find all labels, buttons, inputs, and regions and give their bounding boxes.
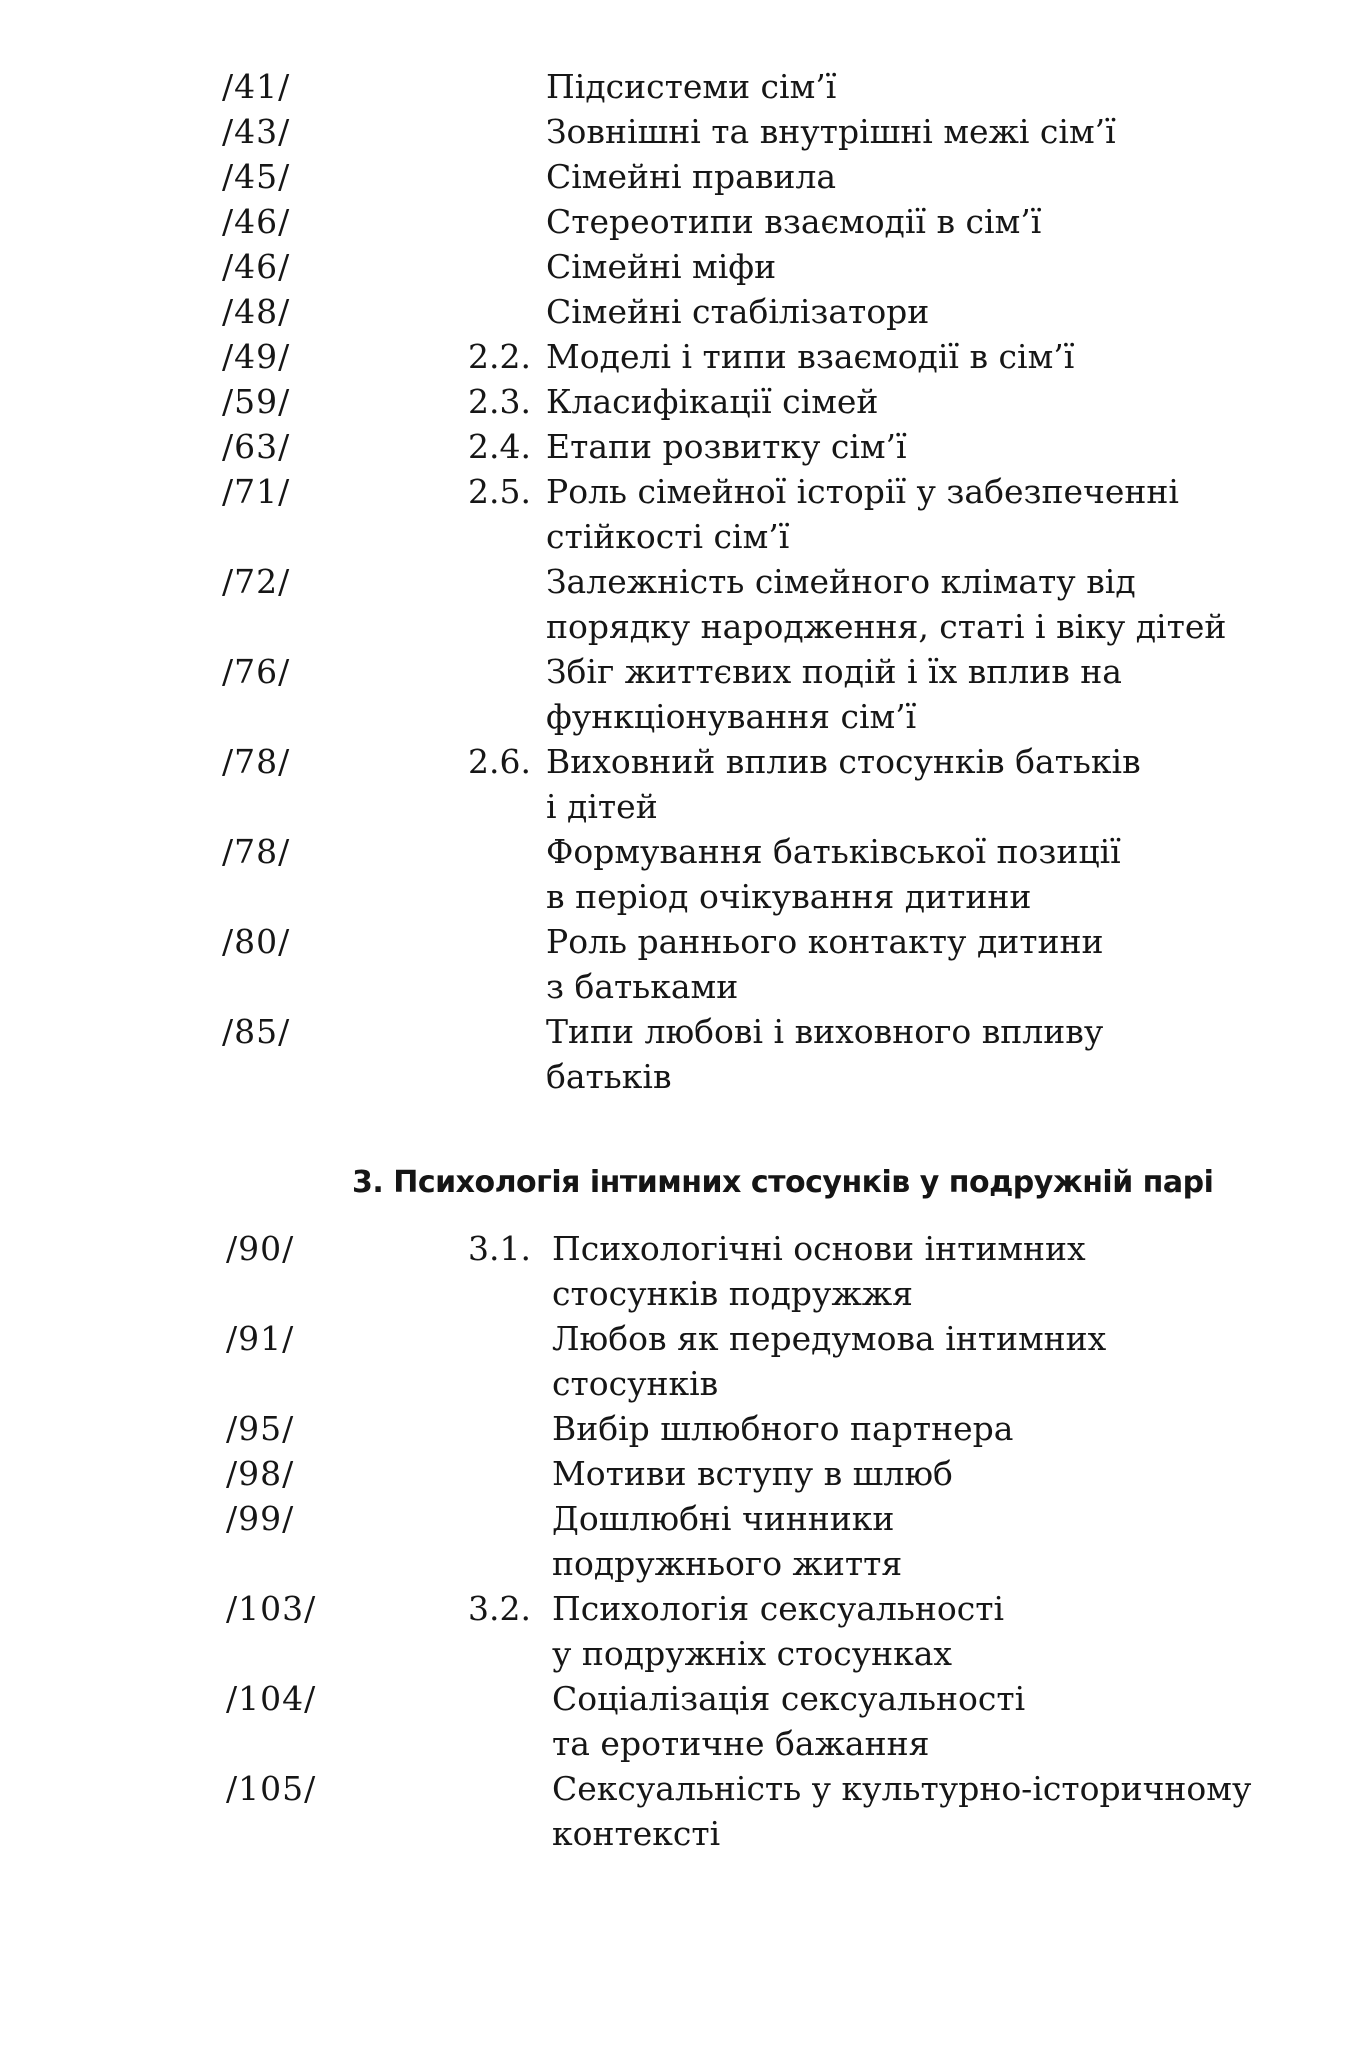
toc-entry — [0, 739, 1354, 829]
toc-entry-title: Любов як передумова інтимних стосунків — [552, 1319, 1107, 1403]
toc-entry-title: Підсистеми сім’ї — [546, 67, 837, 106]
toc-entry — [0, 829, 1354, 919]
toc-entry-title: Дошлюбні чинники подружнього життя — [552, 1499, 903, 1583]
toc-entry-title: Роль раннього контакту дитини з батьками — [546, 922, 1104, 1006]
toc-entry-title: Формування батьківської позиції в період очікування дитини — [546, 832, 1121, 916]
toc-entry-title: Вибір шлюбного партнера — [552, 1409, 1014, 1448]
toc-entry-page: /43/ — [222, 112, 291, 151]
toc-entry — [0, 154, 1354, 199]
toc-entry-page: /76/ — [222, 652, 291, 691]
toc-entry-page: /78/ — [222, 832, 291, 871]
toc-entry-title: Мотиви вступу в шлюб — [552, 1454, 953, 1493]
toc-entry-title: Збіг життєвих подій і їх вплив на функціонування сім’ї — [546, 652, 1122, 736]
toc-entry-number: 2.5. — [468, 472, 531, 511]
toc-entry-title: Сексуальність у культурно-історичному контексті — [552, 1769, 1252, 1853]
toc-entry-number: 3.1. — [468, 1229, 531, 1268]
toc-entry-title: Моделі і типи взаємодії в сім’ї — [546, 337, 1075, 376]
toc-entry — [0, 424, 1354, 469]
toc-entry-page: /95/ — [226, 1409, 295, 1448]
toc-entry — [0, 469, 1354, 559]
toc-entry-number: 2.4. — [468, 427, 531, 466]
toc-entry — [0, 919, 1354, 1009]
toc-entry-page: /105/ — [226, 1769, 317, 1808]
toc-entry-title: Класифікації сімей — [546, 382, 879, 421]
toc-entry — [0, 649, 1354, 739]
toc-entry-page: /72/ — [222, 562, 291, 601]
toc-entry-title: Сімейні стабілізатори — [546, 292, 930, 331]
toc-entry — [0, 109, 1354, 154]
toc-entry-title: Сімейні міфи — [546, 247, 777, 286]
toc-entry — [0, 1316, 1354, 1406]
toc-entry-page: /45/ — [222, 157, 291, 196]
toc-entry-title: Сімейні правила — [546, 157, 837, 196]
toc-entry-title: Роль сімейної історії у забезпеченні стійкості сім’ї — [546, 472, 1179, 556]
toc-entry-title: Соціалізація сексуальності та еротичне бажання — [552, 1679, 1026, 1763]
toc-entry-number: 3.2. — [468, 1589, 531, 1628]
toc-entry — [0, 379, 1354, 424]
toc-entry — [0, 1009, 1354, 1099]
toc-entry-page: /63/ — [222, 427, 291, 466]
toc-entry-title: Зовнішні та внутрішні межі сім’ї — [546, 112, 1116, 151]
toc-entry — [0, 199, 1354, 244]
toc-entry-page: /59/ — [222, 382, 291, 421]
toc-entry-page: /99/ — [226, 1499, 295, 1538]
toc-entry-page: /80/ — [222, 922, 291, 961]
toc-entry-title: Виховний вплив стосунків батьків і дітей — [546, 742, 1141, 826]
toc-entry-page: /91/ — [226, 1319, 295, 1358]
toc-entry-page: /71/ — [222, 472, 291, 511]
toc-entry-page: /48/ — [222, 292, 291, 331]
toc-entry — [0, 1586, 1354, 1676]
toc-entry-number: 2.2. — [468, 337, 531, 376]
toc-entry-number: 2.3. — [468, 382, 531, 421]
table-of-contents-section-3 — [0, 1226, 1354, 1856]
toc-entry-page: /46/ — [222, 202, 291, 241]
toc-entry — [0, 334, 1354, 379]
toc-entry — [0, 1766, 1354, 1856]
toc-entry — [0, 64, 1354, 109]
toc-entry-page: /103/ — [226, 1589, 317, 1628]
toc-entry-number: 2.6. — [468, 742, 531, 781]
toc-entry-title: Психологічні основи інтимних стосунків подружжя — [552, 1229, 1086, 1313]
toc-entry-page: /46/ — [222, 247, 291, 286]
toc-entry — [0, 1676, 1354, 1766]
toc-entry-title: Стереотипи взаємодії в сім’ї — [546, 202, 1042, 241]
toc-entry — [0, 1226, 1354, 1316]
toc-entry-page: /90/ — [226, 1229, 295, 1268]
toc-entry — [0, 244, 1354, 289]
toc-entry — [0, 559, 1354, 649]
toc-entry-page: /78/ — [222, 742, 291, 781]
toc-entry — [0, 1406, 1354, 1451]
toc-entry-page: /49/ — [222, 337, 291, 376]
toc-entry-title: Залежність сімейного клімату від порядку народження, статі і віку дітей — [546, 562, 1227, 646]
section-heading: 3. Психологія інтимних стосунків у подружній парі — [352, 1165, 1214, 1200]
toc-entry-title: Психологія сексуальності у подружніх стосунках — [552, 1589, 1005, 1673]
toc-entry-page: /98/ — [226, 1454, 295, 1493]
toc-entry-title: Типи любові і виховного впливу батьків — [546, 1012, 1104, 1096]
toc-entry — [0, 289, 1354, 334]
toc-entry-page: /85/ — [222, 1012, 291, 1051]
toc-entry-page: /104/ — [226, 1679, 317, 1718]
toc-entry-title: Етапи розвитку сім’ї — [546, 427, 907, 466]
toc-entry-page: /41/ — [222, 67, 291, 106]
table-of-contents-section-2 — [0, 64, 1354, 1099]
toc-entry — [0, 1496, 1354, 1586]
toc-entry — [0, 1451, 1354, 1496]
